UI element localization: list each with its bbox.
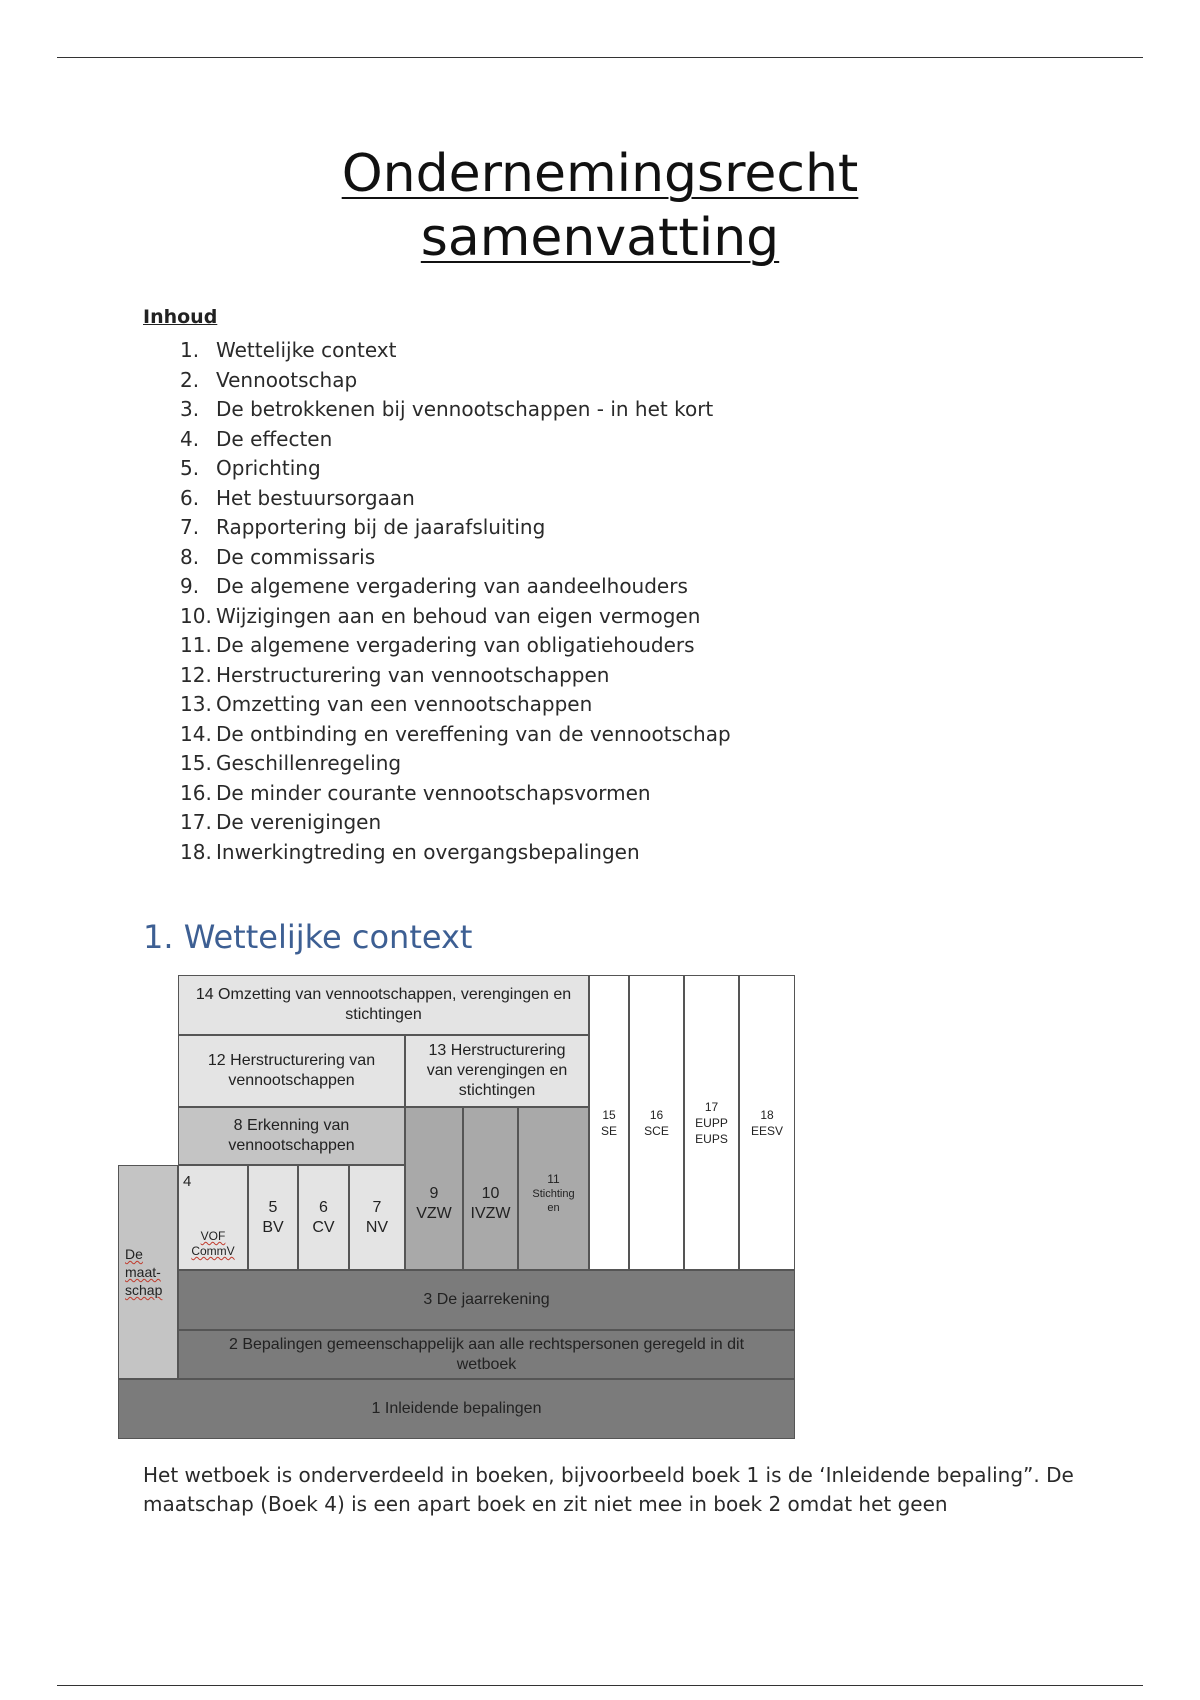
maatschap-cell — [118, 1165, 178, 1379]
book-5-number: 5 — [268, 1198, 278, 1216]
toc-item-label: Omzetting van een vennootschappen — [216, 692, 593, 716]
section-heading: 1. Wettelijke context — [143, 918, 473, 956]
book-6-label: CV — [312, 1218, 335, 1236]
toc-item-label: Rapportering bij de jaarafsluiting — [216, 515, 546, 539]
toc-heading: Inhoud — [143, 306, 218, 328]
toc-item-number: 4. — [180, 426, 200, 451]
toc-item-label: Inwerkingtreding en overgangsbepalingen — [216, 839, 640, 864]
toc-item[interactable] — [180, 720, 731, 750]
book-4-number: 4 — [183, 1173, 192, 1190]
title-line-2: samenvatting — [420, 208, 780, 268]
document-title — [0, 142, 1200, 270]
toc-item[interactable] — [180, 336, 731, 366]
toc-item-number: 15. — [180, 751, 212, 775]
header-rule — [57, 57, 1143, 58]
toc-item-label: De commissaris — [216, 544, 376, 569]
toc-item[interactable] — [180, 779, 731, 809]
book-8-label: 8 Erkenning van vennootschappen — [228, 1117, 355, 1154]
toc-item-label: De minder courante vennootschapsvormen — [216, 780, 651, 805]
toc-item[interactable] — [180, 513, 731, 543]
toc-item[interactable] — [180, 366, 731, 396]
book-13-cell — [405, 1035, 589, 1107]
toc-item-label: De betrokkenen bij vennootschappen - in het kort — [216, 397, 714, 421]
book-3-label: 3 De jaarrekening — [423, 1291, 550, 1308]
book-10-cell — [463, 1107, 518, 1270]
maatschap-label: De maat- schap — [125, 1246, 163, 1298]
toc-item-number: 7. — [180, 515, 200, 539]
toc-item-number: 17. — [180, 810, 212, 834]
book-12-label: 12 Herstructurering van vennootschappen — [207, 1052, 376, 1089]
book-17-label: EUPP EUPS — [695, 1115, 728, 1146]
book-18-number: 18 — [760, 1107, 774, 1122]
book-11-number: 11 — [547, 1172, 560, 1186]
book-14-cell — [178, 975, 589, 1035]
toc-item[interactable] — [180, 395, 731, 425]
book-3-cell — [178, 1270, 795, 1330]
toc-item-number: 16. — [180, 780, 212, 805]
toc-item-label: Oprichting — [216, 456, 321, 480]
toc-item[interactable] — [180, 631, 731, 661]
book-11-cell — [518, 1107, 589, 1270]
book-4-cell — [178, 1165, 248, 1270]
toc-item-number: 10. — [180, 603, 212, 628]
toc-item-label: Wijzigingen aan en behoud van eigen vermogen — [216, 603, 701, 628]
book-7-label: NV — [365, 1218, 389, 1236]
book-7-number: 7 — [372, 1198, 382, 1216]
toc-item-label: De algemene vergadering van aandeelhouders — [216, 574, 688, 598]
book-17-cell — [684, 975, 739, 1270]
book-2-label: 2 Bepalingen gemeenschappelijk aan alle rechtspersonen geregeld in dit wetboek — [228, 1335, 745, 1373]
toc-item[interactable] — [180, 484, 731, 514]
toc-item-number: 11. — [180, 633, 212, 657]
book-16-label: SCE — [644, 1123, 669, 1138]
toc-item[interactable] — [180, 808, 731, 838]
book-4-label: VOF CommV — [191, 1229, 235, 1258]
toc-item-number: 14. — [180, 721, 212, 746]
book-17-number: 17 — [704, 1099, 719, 1114]
table-of-contents — [180, 336, 731, 867]
book-10-label: IVZW — [470, 1204, 511, 1222]
book-6-cell — [298, 1165, 349, 1270]
book-8-cell — [178, 1107, 405, 1165]
toc-item-number: 6. — [180, 485, 200, 510]
toc-item[interactable] — [180, 543, 731, 573]
book-15-label: SE — [600, 1123, 617, 1138]
toc-item-number: 12. — [180, 662, 212, 687]
toc-item[interactable] — [180, 661, 731, 691]
book-10-number: 10 — [481, 1184, 500, 1202]
wetboek-structure-diagram — [118, 975, 793, 1445]
book-2-cell — [178, 1330, 795, 1379]
book-5-label: BV — [262, 1218, 284, 1236]
toc-item-number: 5. — [180, 456, 200, 480]
book-9-cell — [405, 1107, 463, 1270]
toc-item[interactable] — [180, 572, 731, 602]
toc-item-label: Het bestuursorgaan — [216, 485, 415, 510]
book-5-cell — [248, 1165, 298, 1270]
book-12-cell — [178, 1035, 405, 1107]
book-1-label: 1 Inleidende bepalingen — [371, 1400, 542, 1417]
toc-item-number: 8. — [180, 544, 200, 569]
title-line-1: Ondernemingsrecht — [341, 144, 859, 204]
toc-item-number: 9. — [180, 574, 200, 598]
book-16-number: 16 — [649, 1107, 664, 1122]
book-6-number: 6 — [319, 1198, 328, 1216]
toc-item[interactable] — [180, 454, 731, 484]
toc-item-number: 18. — [180, 839, 212, 864]
book-9-label: VZW — [416, 1204, 452, 1222]
toc-item[interactable] — [180, 690, 731, 720]
toc-item[interactable] — [180, 602, 731, 632]
book-15-cell — [589, 975, 629, 1270]
toc-item[interactable] — [180, 425, 731, 455]
book-16-cell — [629, 975, 684, 1270]
book-9-number: 9 — [429, 1184, 439, 1202]
toc-item[interactable] — [180, 838, 731, 868]
toc-item-number: 3. — [180, 397, 200, 421]
body-paragraph: Het wetboek is onderverdeeld in boeken, bijvoorbeeld boek 1 is de ‘Inleidende bepaling”. De maatschap (Boek 4) is een apart boek en zit niet mee in boek 2 omdat het geen — [143, 1463, 1074, 1516]
book-13-label: 13 Herstructurering van verengingen en stichtingen — [426, 1042, 568, 1099]
book-18-cell — [739, 975, 795, 1270]
toc-item[interactable] — [180, 749, 731, 779]
toc-item-label: De ontbinding en vereffening van de vennootschap — [216, 721, 731, 746]
book-1-cell — [118, 1379, 795, 1439]
toc-item-number: 1. — [180, 338, 200, 362]
toc-item-label: De verenigingen — [216, 810, 382, 834]
toc-item-number: 13. — [180, 692, 212, 716]
toc-item-label: De effecten — [216, 426, 333, 451]
toc-item-label: Wettelijke context — [216, 338, 397, 362]
book-18-label: EESV — [750, 1123, 783, 1138]
toc-item-label: Vennootschap — [216, 367, 358, 392]
toc-item-label: De algemene vergadering van obligatiehouders — [216, 633, 695, 657]
book-15-number: 15 — [602, 1107, 616, 1122]
toc-item-label: Herstructurering van vennootschappen — [216, 662, 610, 687]
book-7-cell — [349, 1165, 405, 1270]
footer-rule — [57, 1685, 1143, 1686]
book-14-label: 14 Omzetting van vennootschappen, verengingen en stichtingen — [195, 986, 572, 1023]
toc-item-label: Geschillenregeling — [216, 751, 402, 775]
toc-item-number: 2. — [180, 367, 200, 392]
book-11-label: Stichting en — [532, 1188, 575, 1214]
